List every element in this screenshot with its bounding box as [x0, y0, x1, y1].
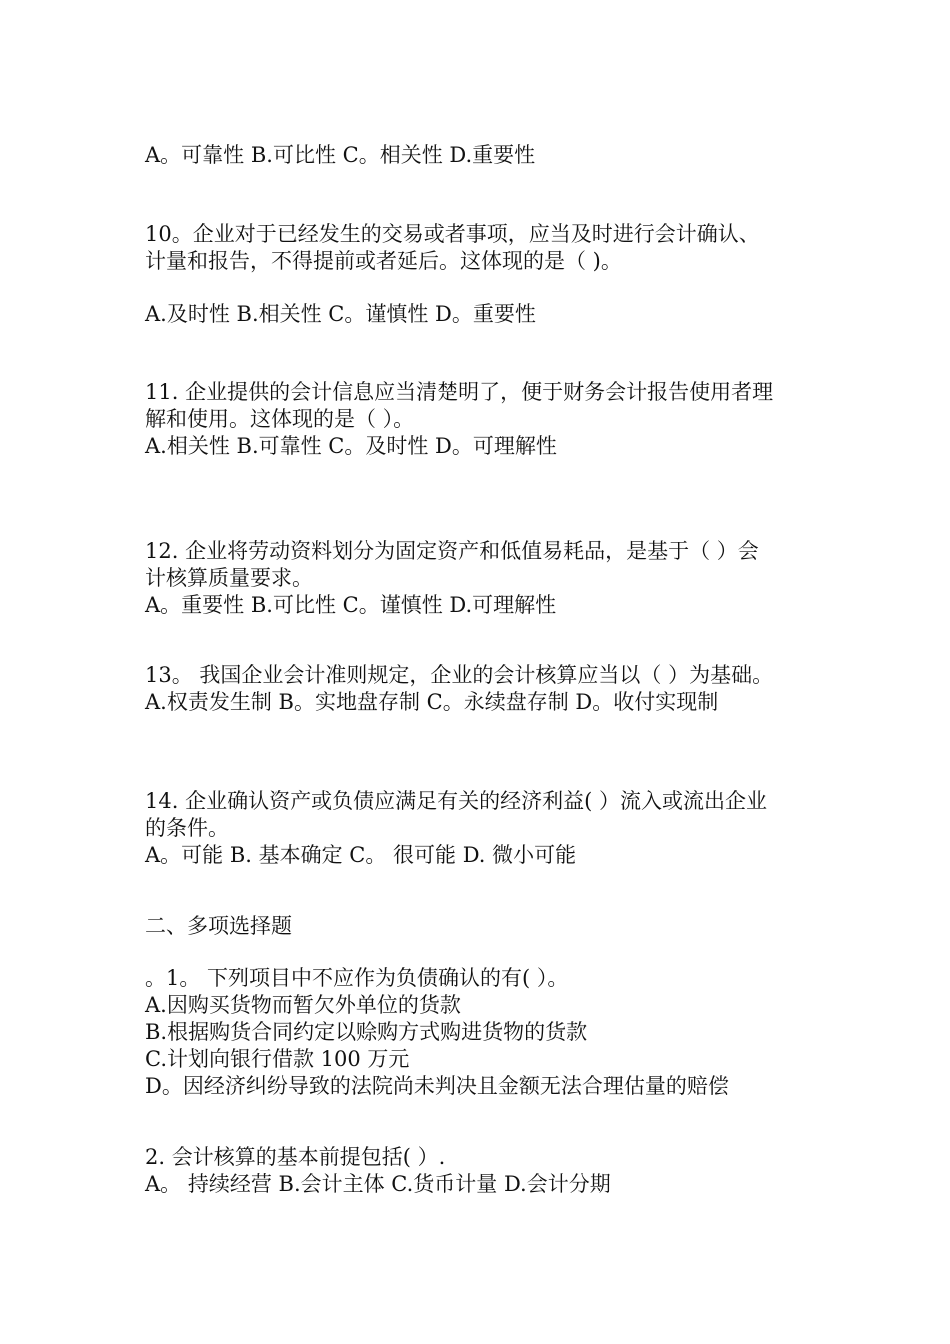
mq2-options: A。 持续经营 B.会计主体 C.货币计量 D.会计分期	[145, 1172, 611, 1196]
mq1-text: 。1。 下列项目中不应作为负债确认的有( ）。	[145, 966, 569, 990]
q11-text-line-2: 解和使用。这体现的是（ ）。	[145, 407, 415, 431]
q11-options: A.相关性 B.可靠性 C。及时性 D。可理解性	[145, 434, 557, 458]
mq1-option-b: B.根据购货合同约定以赊购方式购进货物的货款	[145, 1020, 588, 1044]
q10-options: A.及时性 B.相关性 C。谨慎性 D。重要性	[145, 302, 536, 326]
mq1-option-d: D。因经济纠纷导致的法院尚未判决且金额无法合理估量的赔偿	[145, 1074, 729, 1098]
mq1-option-c: C.计划向银行借款 100 万元	[145, 1047, 410, 1071]
q14-text-line-1: 14. 企业确认资产或负债应满足有关的经济利益( ）流入或流出企业	[145, 789, 767, 813]
mq2-text: 2. 会计核算的基本前提包括( ）.	[145, 1145, 446, 1169]
q12-text-line-1: 12. 企业将劳动资料划分为固定资产和低值易耗品，是基于（ ）会	[145, 539, 759, 563]
q10-text-line-1: 10。企业对于已经发生的交易或者事项，应当及时进行会计确认、	[145, 222, 760, 246]
q10-text-line-2: 计量和报告，不得提前或者延后。这体现的是（ )。	[145, 249, 622, 273]
q12-options: A。重要性 B.可比性 C。谨慎性 D.可理解性	[145, 593, 557, 617]
q14-options: A。可能 B. 基本确定 C。 很可能 D. 微小可能	[145, 843, 577, 867]
q11-text-line-1: 11. 企业提供的会计信息应当清楚明了，便于财务会计报告使用者理	[145, 380, 774, 404]
q13-options: A.权责发生制 B。实地盘存制 C。永续盘存制 D。收付实现制	[145, 690, 719, 714]
q9-options: A。可靠性 B.可比性 C。相关性 D.重要性	[145, 143, 536, 167]
q14-text-line-2: 的条件。	[145, 816, 229, 840]
q12-text-line-2: 计核算质量要求。	[145, 566, 313, 590]
section-heading-multiple-choice: 二、多项选择题	[145, 914, 292, 938]
mq1-option-a: A.因购买货物而暂欠外单位的货款	[145, 993, 461, 1017]
q13-text: 13。 我国企业会计准则规定，企业的会计核算应当以（ ）为基础。	[145, 663, 774, 687]
